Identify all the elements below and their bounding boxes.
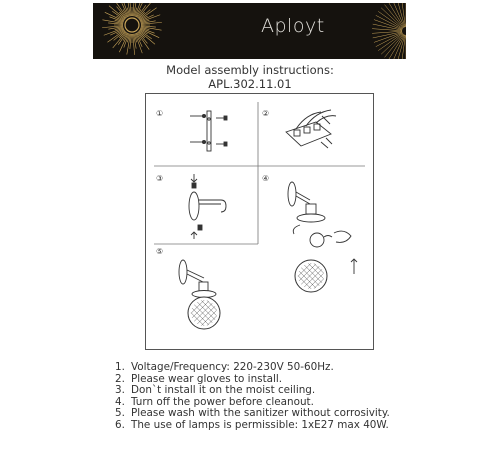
step-number-3: ③: [156, 174, 164, 183]
wall-plate-arm-icon: [189, 174, 226, 239]
step-number-1: ①: [156, 109, 164, 118]
instruction-item: 1. Voltage/Frequency: 220-230V 50-60Hz.: [115, 361, 334, 373]
model-number: APL.302.11.01: [208, 77, 292, 91]
sunburst-logo-icon: [93, 3, 406, 59]
instruction-item: 3. Don`t install it on the moist ceiling.: [115, 384, 316, 397]
brand-name: Aployt: [261, 15, 325, 37]
wire-terminal-connection-icon: [286, 110, 336, 148]
instruction-item: 4. Turn off the power before cleanout.: [115, 395, 314, 408]
assembly-diagram: [145, 93, 374, 350]
step-number-5: ⑤: [156, 247, 164, 256]
instruction-item: 2. Please wear gloves to install.: [115, 372, 283, 385]
brand-bar: [93, 3, 406, 59]
bulb-and-ring-install-icon: [288, 182, 357, 292]
assembled-sconce-icon: [179, 260, 220, 329]
instructions-list: [115, 362, 390, 432]
instruction-item: 6. The use of lamps is permissible: 1xE27 max 40W.: [115, 418, 389, 431]
instruction-item: 5. Please wash with the sanitizer without corrosivity.: [115, 407, 390, 420]
page-title: Model assembly instructions:: [166, 63, 334, 77]
step-number-4: ④: [262, 174, 270, 183]
wall-bracket-screws-icon: [190, 111, 227, 151]
step-number-2: ②: [262, 109, 270, 118]
